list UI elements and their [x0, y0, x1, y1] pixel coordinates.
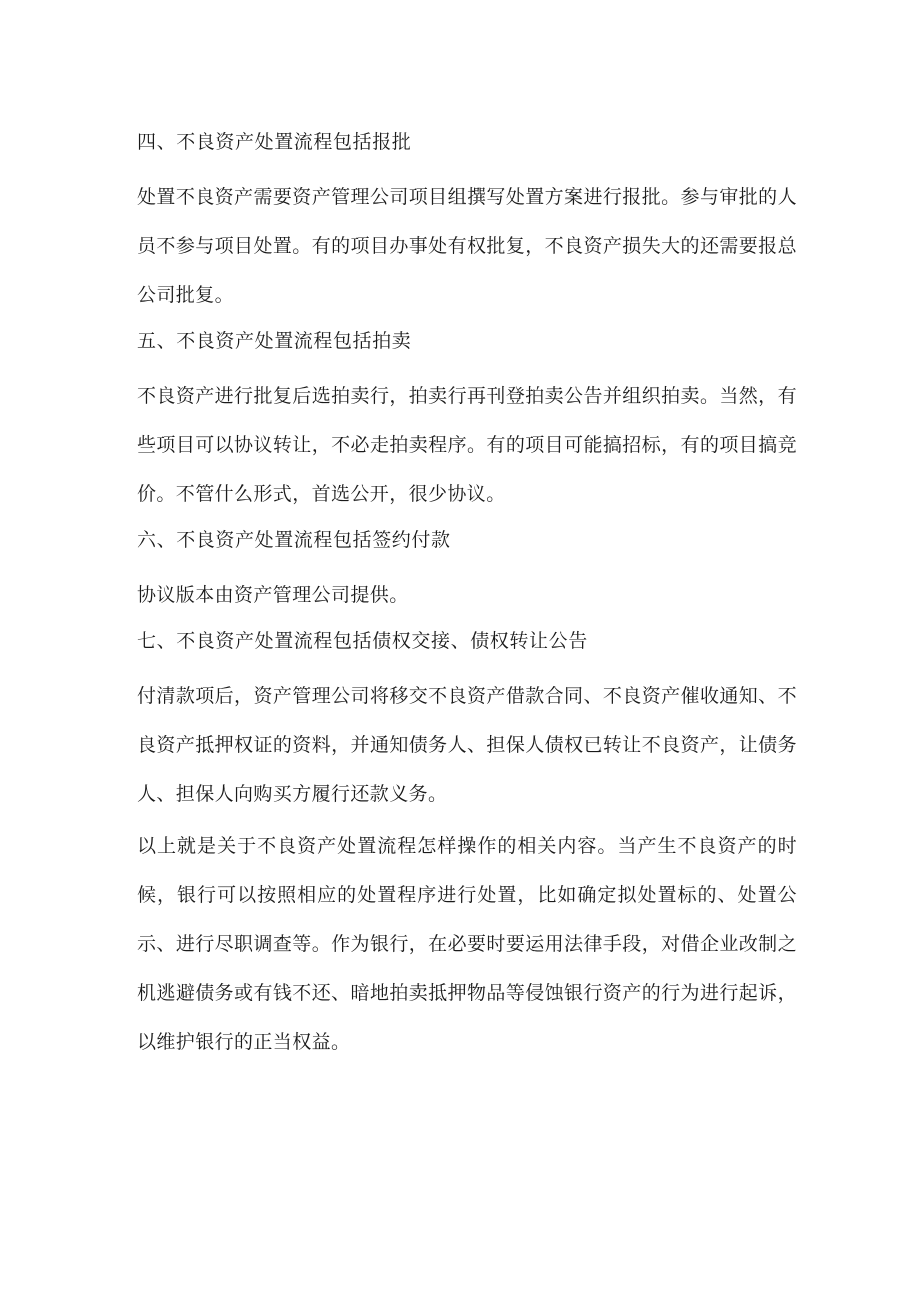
section-paragraph-6: 协议版本由资产管理公司提供。 [137, 584, 409, 606]
section-heading-7: 七、不良资产处置流程包括债权交接、债权转让公告 [137, 630, 588, 652]
section-paragraph-4: 处置不良资产需要资产管理公司项目组撰写处置方案进行报批。参与审批的人员不参与项目处置。有的项目办事处有权批复，不良资产损失大的还需要报总公司批复。 [137, 186, 797, 306]
document-body [137, 124, 797, 1070]
section-heading-6: 六、不良资产处置流程包括签约付款 [137, 529, 451, 551]
conclusion-paragraph: 以上就是关于不良资产处置流程怎样操作的相关内容。当产生不良资产的时候，银行可以按照相应的处置程序进行处置，比如确定拟处置标的、处置公示、进行尽职调查等。作为银行，在必要时要运用法律手段，对借企业改制之机逃避债务或有钱不还、暗地拍卖抵押物品等侵蚀银行资产的行为进行起诉，以维护银行的正当权益。 [137, 835, 797, 1053]
section-paragraph-7: 付清款项后，资产管理公司将移交不良资产借款合同、不良资产催收通知、不良资产抵押权证的资料，并通知债务人、担保人债权已转让不良资产，让债务人、担保人向购买方履行还款义务。 [137, 685, 797, 805]
section-heading-5: 五、不良资产处置流程包括拍卖 [137, 330, 412, 352]
section-heading-4: 四、不良资产处置流程包括报批 [137, 131, 412, 153]
section-paragraph-5: 不良资产进行批复后选拍卖行，拍卖行再刊登拍卖公告并组织拍卖。当然，有些项目可以协议转让，不必走拍卖程序。有的项目可能搞招标，有的项目搞竞价。不管什么形式，首选公开，很少协议。 [137, 385, 797, 505]
